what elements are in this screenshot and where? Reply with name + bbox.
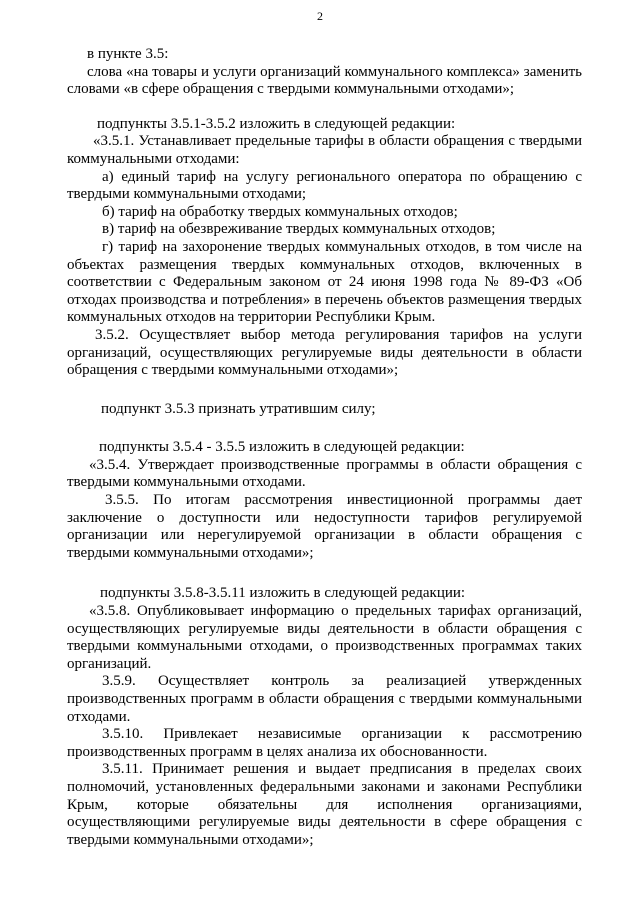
paragraph: слова «на товары и услуги организаций коммунального комплекса» заменить словами «в сфере обращения с твердыми коммунальными отходами»; [67,63,582,98]
paragraph: а) единый тариф на услугу регионального оператора по обращению с твердыми коммунальными отходами; [67,168,582,203]
paragraph: в) тариф на обезвреживание твердых коммунальных отходов; [102,221,496,238]
paragraph: подпункт 3.5.3 признать утратившим силу; [101,400,376,417]
paragraph: подпункты 3.5.8-3.5.11 изложить в следующей редакции: [100,585,466,602]
paragraph: г) тариф на захоронение твердых коммунальных отходов, в том числе на объектах размещения твердых коммунальных отходов, включенных в соответствии с Федеральным законом от 24 июня 1998 года № 89-ФЗ «Об отходах производства и потребления» в перечень объектов размещения твердых коммунальных отходов на территории Республики Крым. [67,238,582,326]
document-body [67,46,582,849]
paragraph: «3.5.4. Утверждает производственные программы в области обращения с твердыми коммунальными отходами. [67,456,582,491]
paragraph: в пункте 3.5: [87,46,169,62]
paragraph: 3.5.10. Привлекает независимые организации к рассмотрению производственных программ в целях анализа их обоснованности. [67,726,582,760]
paragraph: 3.5.5. По итогам рассмотрения инвестиционной программы дает заключение о доступности или недоступности тарифов регулируемой организации или нерегулируемой организации в области обращения с твердыми коммунальными отходами»; [67,492,582,561]
paragraph: 3.5.2. Осуществляет выбор метода регулирования тарифов на услуги организаций, осуществляющих регулируемые виды деятельности в области обращения с твердыми коммунальными отходами»; [67,326,582,379]
paragraph: подпункты 3.5.1-3.5.2 изложить в следующей редакции: [97,115,456,132]
paragraph: б) тариф на обработку твердых коммунальных отходов; [102,203,458,220]
paragraph: «3.5.8. Опубликовывает информацию о предельных тарифах организаций, осуществляющих регулируемые виды деятельности в области обращения с твердыми коммунальными отходами, о производственных программах таких организаций. [67,603,582,672]
paragraph: подпункты 3.5.4 - 3.5.5 изложить в следующей редакции: [99,439,465,456]
paragraph: «3.5.1. Устанавливает предельные тарифы в области обращения с твердыми коммунальными отходами: [67,133,582,167]
paragraph: 3.5.11. Принимает решения и выдает предписания в пределах своих полномочий, установленных федеральными законами и законами Республики Крым, которые обязательны для исполнения организациями, осуществляющими регулируемые виды деятельности в сфере обращения с твердыми коммунальными отходами»; [67,761,582,848]
page-number: 2 [317,9,323,23]
paragraph: 3.5.9. Осуществляет контроль за реализацией утвержденных производственных программ в области обращения с твердыми коммунальными отходами. [67,673,582,725]
